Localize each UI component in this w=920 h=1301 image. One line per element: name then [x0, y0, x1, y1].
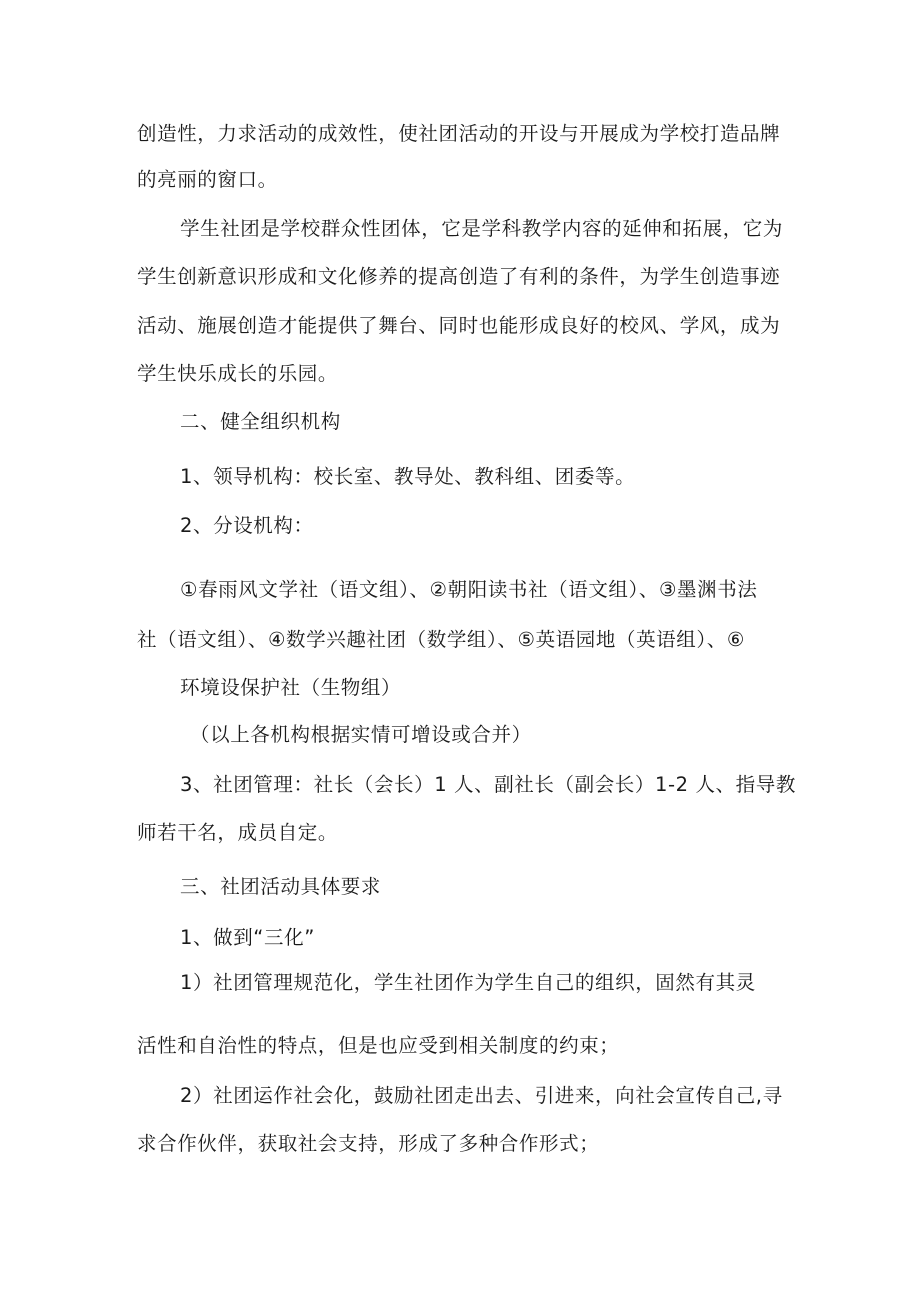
section-heading: 二、健全组织机构 [180, 410, 341, 433]
text-line: 学生快乐成长的乐园。 [137, 362, 339, 385]
text-line: 的亮丽的窗口。 [137, 168, 278, 191]
text-line: 2、分设机构： [180, 514, 314, 537]
text-line: 学生创新意识形成和文化修养的提高创造了有利的条件，为学生创造事迹 [137, 265, 781, 288]
text-line: ①春雨风文学社（语文组）、②朝阳读书社（语文组）、③墨渊书法 [180, 578, 758, 601]
text-line: 活性和自治性的特点，但是也应受到相关制度的约束； [137, 1034, 620, 1057]
text-line: 1、做到“三化” [180, 926, 315, 949]
text-line: 师若干名，成员自定。 [137, 821, 339, 844]
text-line: 3、社团管理：社长（会长）1 人、副社长（副会长）1-2 人、指导教 [180, 773, 796, 796]
text-line: 1、领导机构：校长室、教导处、教科组、团委等。 [180, 465, 636, 488]
note-line: （以上各机构根据实情可增设或合并） [190, 723, 532, 746]
text-line: 创造性，力求活动的成效性，使社团活动的开设与开展成为学校打造品牌 [137, 122, 781, 145]
text-line: 环境设保护社（生物组） [180, 676, 402, 699]
text-line: 2）社团运作社会化，鼓励社团走出去、引进来，向社会宣传自己,寻 [180, 1084, 783, 1107]
text-line: 社（语文组）、④数学兴趣社团（数学组）、⑤英语园地（英语组）、⑥ [137, 628, 745, 651]
text-line: 求合作伙伴，获取社会支持，形成了多种合作形式； [137, 1132, 600, 1155]
text-line: 学生社团是学校群众性团体，它是学科教学内容的延伸和拓展，它为 [180, 217, 784, 240]
section-heading: 三、社团活动具体要求 [180, 875, 382, 898]
text-line: 1）社团管理规范化，学生社团作为学生自己的组织，固然有其灵 [180, 971, 756, 994]
text-line: 活动、施展创造才能提供了舞台、同时也能形成良好的校风、学风，成为 [137, 314, 781, 337]
